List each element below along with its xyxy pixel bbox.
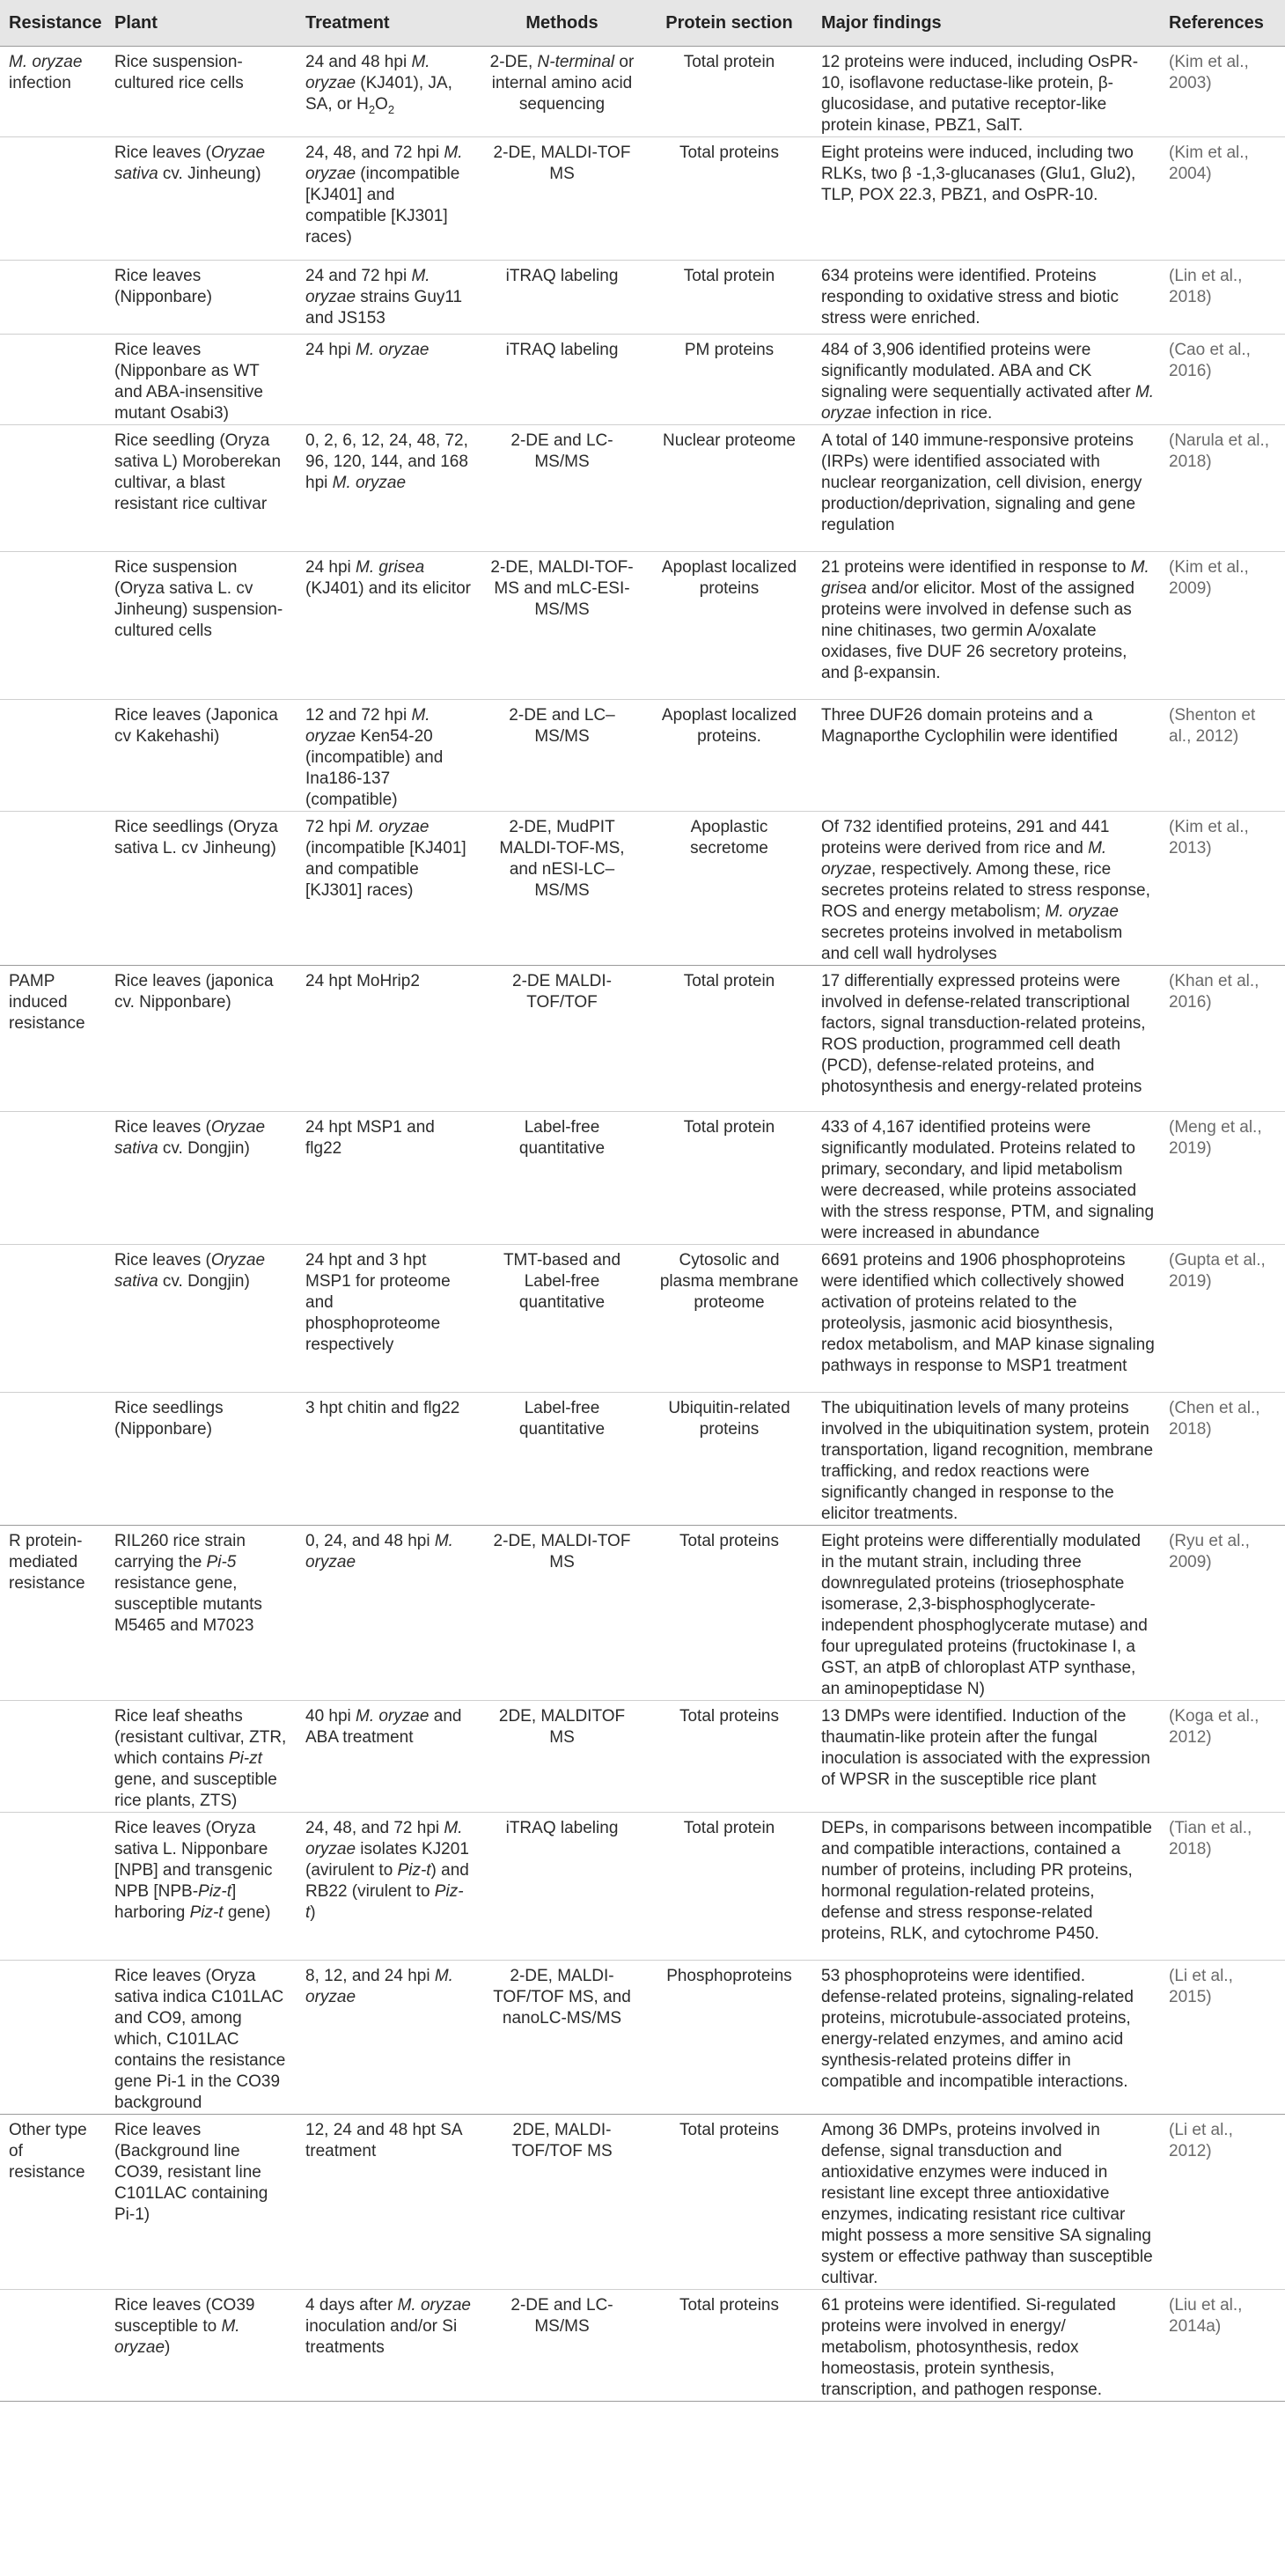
treatment-cell: 24, 48, and 72 hpi M. oryzae (incompatible [KJ401] and compatible [KJ301] races): [305, 143, 463, 247]
reference-cell: (Chen et al., 2018): [1169, 1398, 1260, 1439]
table-row: [0, 2289, 1285, 2401]
plant-cell: Rice suspension-cultured rice cells: [114, 52, 244, 92]
reference-cell: (Lin et al., 2018): [1169, 266, 1243, 306]
plant-cell: Rice seedlings (Nipponbare): [114, 1398, 224, 1439]
findings-cell: 484 of 3,906 identified proteins were significantly modulated. ABA and CK signaling were sequentially activated after M. oryzae infection in rice.: [821, 340, 1155, 423]
methods-cell: iTRAQ labeling: [505, 266, 619, 285]
plant-cell: Rice leaves (Oryzae sativa cv. Dongjin): [114, 1250, 266, 1291]
findings-cell: 634 proteins were identified. Proteins responding to oxidative stress and biotic stress were enriched.: [821, 266, 1119, 328]
reference-cell: (Meng et al., 2019): [1169, 1117, 1262, 1158]
protein-section-cell: Total protein: [683, 266, 775, 285]
methods-cell: TMT-based and Label-free quantitative: [503, 1250, 621, 1312]
resistance-cell: [0, 1812, 106, 1960]
header-protein-section: Protein section: [665, 12, 793, 33]
table-row: [0, 965, 1285, 1111]
resistance-cell: R protein- mediated resistance: [9, 1531, 85, 1593]
protein-section-cell: Total proteins: [679, 143, 779, 162]
treatment-cell: 12 and 72 hpi M. oryzae Ken54-20 (incompatible) and Ina186-137 (compatible): [305, 705, 444, 809]
findings-cell: Of 732 identified proteins, 291 and 441 proteins were derived from rice and M. oryzae, respectively. Among these, rice secretes proteins related to stress response, ROS and energy metabolism; M. oryzae secretes proteins involved in metabolism and cell wall hydrolyses: [821, 817, 1150, 963]
plant-cell: Rice leaves (Japonica cv Kakehashi): [114, 705, 278, 746]
methods-cell: iTRAQ labeling: [505, 340, 619, 359]
reference-cell: (Kim et al., 2004): [1169, 143, 1249, 183]
table-row: [0, 1111, 1285, 1244]
protein-section-cell: Total protein: [683, 52, 775, 71]
reference-cell: (Kim et al., 2013): [1169, 817, 1249, 857]
findings-cell: Eight proteins were differentially modulated in the mutant strain, including three downregulated proteins (triosephosphate isomerase, 2,3-bisphosphoglycerate-independent phosphoglycerate mutase) and four upregulated proteins (fructokinase I, a GST, an atpB of chloroplast ATP synthase, an aminopeptidase N): [821, 1531, 1148, 1698]
protein-section-cell: Total proteins: [679, 1706, 779, 1726]
reference-cell: (Koga et al., 2012): [1169, 1706, 1259, 1747]
methods-cell: 2-DE, N-terminal or internal amino acid sequencing: [489, 52, 635, 114]
treatment-cell: 24 hpi M. oryzae: [305, 340, 430, 359]
reference-cell: (Liu et al., 2014a): [1169, 2295, 1243, 2336]
resistance-cell: [0, 424, 106, 551]
findings-cell: DEPs, in comparisons between incompatible and compatible interactions, contained a number of proteins, including PR proteins, hormonal regulation-related proteins, defense and stress response-related proteins, RLK, and cytochrome P450.: [821, 1818, 1152, 1943]
table-row: [0, 334, 1285, 424]
protein-section-cell: Total proteins: [679, 2120, 779, 2139]
plant-cell: Rice suspension (Oryza sativa L. cv Jinheung) suspension-cultured cells: [114, 557, 283, 640]
findings-cell: 6691 proteins and 1906 phosphoproteins were identified which collectively showed activation of proteins related to the proteolysis, jasmonic acid biosynthesis, redox metabolism, and MAP kinase signaling pathways in response to MSP1 treatment: [821, 1250, 1155, 1375]
methods-cell: 2DE, MALDITOF MS: [498, 1706, 626, 1747]
treatment-cell: 40 hpi M. oryzae and ABA treatment: [305, 1706, 462, 1747]
table-row: [0, 1812, 1285, 1960]
plant-cell: Rice seedlings (Oryza sativa L. cv Jinheung): [114, 817, 278, 857]
protein-section-cell: PM proteins: [684, 340, 775, 359]
table-row: [0, 2114, 1285, 2289]
protein-section-cell: Apoplast localized proteins: [661, 557, 797, 598]
findings-cell: 53 phosphoproteins were identified. defense-related proteins, signaling-related proteins, microtubule-associated proteins, energy-related enzymes, and amino acid synthesis-related proteins differ in compatible and incompatible interactions.: [821, 1966, 1134, 2091]
reference-cell: (Khan et al., 2016): [1169, 971, 1259, 1012]
methods-cell: 2-DE, MALDI-TOF MS: [493, 1531, 631, 1571]
reference-cell: (Cao et al., 2016): [1169, 340, 1251, 380]
plant-cell: Rice leaves (japonica cv. Nipponbare): [114, 971, 274, 1012]
reference-cell: (Li et al., 2015): [1169, 1966, 1233, 2006]
protein-section-cell: Total protein: [683, 971, 775, 990]
methods-cell: 2-DE and LC-MS/MS: [510, 2295, 613, 2336]
plant-cell: Rice leaves (Oryzae sativa cv. Jinheung): [114, 143, 266, 183]
protein-section-cell: Total proteins: [679, 2295, 779, 2315]
resistance-cell: [0, 1244, 106, 1392]
resistance-cell: PAMP induced resistance: [9, 971, 85, 1033]
treatment-cell: 12, 24 and 48 hpt SA treatment: [305, 2120, 462, 2160]
protein-section-cell: Cytosolic and plasma membrane proteome: [659, 1250, 799, 1312]
protein-section-cell: Nuclear proteome: [662, 431, 797, 450]
protein-section-cell: Apoplast localized proteins.: [661, 705, 797, 746]
reference-cell: (Gupta et al., 2019): [1169, 1250, 1266, 1291]
table-row: [0, 551, 1285, 699]
protein-section-cell: Total protein: [683, 1117, 775, 1137]
table-row: [0, 46, 1285, 136]
treatment-cell: 24 and 72 hpi M. oryzae strains Guy11 and JS153: [305, 266, 463, 328]
resistance-cell: [0, 1392, 106, 1525]
findings-cell: Among 36 DMPs, proteins involved in defense, signal transduction and antioxidative enzymes were induced in resistant line except three antioxidative enzymes, indicating resistant rice cultivar might possess a more sensitive SA signaling system or effective pathway than susceptible cultivar.: [821, 2120, 1153, 2287]
table-row: [0, 424, 1285, 551]
table-row: [0, 1244, 1285, 1392]
methods-cell: 2-DE, MALDI-TOF/TOF MS, and nanoLC-MS/MS: [493, 1966, 631, 2028]
treatment-cell: 24 and 48 hpi M. oryzae (KJ401), JA, SA, or $H_2O_2$: [305, 52, 452, 116]
protein-section-cell: Apoplastic secretome: [690, 817, 768, 857]
treatment-cell: 24, 48, and 72 hpi M. oryzae isolates KJ201 (avirulent to Piz-t) and RB22 (virulent to Piz-t): [305, 1818, 469, 1922]
plant-cell: Rice leaves (Nipponbare as WT and ABA-insensitive mutant Osabi3): [114, 340, 263, 423]
resistance-cell: [0, 551, 106, 699]
table-row: [0, 1525, 1285, 1700]
findings-cell: 12 proteins were induced, including OsPR-10, isoflavone reductase-like protein, β-glucosidase, and putative receptor-like protein kinase, PBZ1, SalT.: [821, 52, 1139, 135]
treatment-cell: 72 hpi M. oryzae (incompatible [KJ401] and compatible [KJ301] races): [305, 817, 466, 900]
plant-cell: Rice leaves (Background line CO39, resistant line C101LAC containing Pi-1): [114, 2120, 268, 2224]
findings-cell: The ubiquitination levels of many proteins involved in the ubiquitination system, protein transportation, ligand recognition, membrane trafficking, and redox reactions were significantly changed in response to the elicitor treatments.: [821, 1398, 1154, 1523]
plant-cell: RIL260 rice strain carrying the Pi-5 resistance gene, susceptible mutants M5465 and M7023: [114, 1531, 262, 1635]
treatment-cell: 8, 12, and 24 hpi M. oryzae: [305, 1966, 453, 2006]
table-row: [0, 1960, 1285, 2114]
resistance-cell: [0, 699, 106, 811]
methods-cell: 2-DE MALDI-TOF/TOF: [512, 971, 612, 1012]
header-methods: Methods: [525, 12, 598, 33]
header-treatment: Treatment: [305, 12, 390, 33]
reference-cell: (Kim et al., 2003): [1169, 52, 1249, 92]
treatment-cell: 24 hpt and 3 hpt MSP1 for proteome and phosphoproteome respectively: [305, 1250, 451, 1354]
plant-cell: Rice leaves (Nipponbare): [114, 266, 212, 306]
methods-cell: 2-DE, MALDI-TOF-MS and mLC-ESI-MS/MS: [490, 557, 634, 619]
treatment-cell: 24 hpi M. grisea (KJ401) and its elicitor: [305, 557, 471, 598]
table-header-row: [0, 0, 1285, 46]
table-row: [0, 1392, 1285, 1525]
methods-cell: iTRAQ labeling: [505, 1818, 619, 1837]
plant-cell: Rice leaves (Oryzae sativa cv. Dongjin): [114, 1117, 266, 1158]
table-row: [0, 260, 1285, 334]
findings-cell: 17 differentially expressed proteins were involved in defense-related transcriptional factors, signal transduction-related proteins, ROS production, programmed cell death (PCD), defense-related proteins, and photosynthesis and energy-related proteins: [821, 971, 1146, 1096]
reference-cell: (Kim et al., 2009): [1169, 557, 1249, 598]
resistance-cell: [0, 260, 106, 334]
methods-cell: 2-DE, MALDI-TOF MS: [493, 143, 631, 183]
plant-cell: Rice seedling (Oryza sativa L) Moroberekan cultivar, a blast resistant rice cultivar: [114, 431, 282, 513]
plant-cell: Rice leaves (Oryza sativa indica C101LAC and CO9, among which, C101LAC contains the resistance gene Pi-1 in the CO39 background: [114, 1966, 286, 2112]
treatment-cell: 0, 24, and 48 hpi M. oryzae: [305, 1531, 453, 1571]
plant-cell: Rice leaf sheaths (resistant cultivar, ZTR, which contains Pi-zt gene, and susceptible rice plants, ZTS): [114, 1706, 287, 1810]
methods-cell: 2-DE, MudPIT MALDI-TOF-MS, and nESI-LC–MS/MS: [499, 817, 625, 900]
findings-cell: 433 of 4,167 identified proteins were significantly modulated. Proteins related to primary, secondary, and lipid metabolism were decreased, while proteins associated with the stress response, PTM, and signaling were increased in abundance: [821, 1117, 1155, 1242]
table-row: [0, 811, 1285, 965]
findings-cell: Eight proteins were induced, including two RLKs, two β -1,3-glucanases (Glu1, Glu2), TLP, POX 22.3, PBZ1, and OsPR-10.: [821, 143, 1136, 204]
header-references: References: [1169, 12, 1264, 33]
table-row: [0, 1700, 1285, 1812]
methods-cell: Label-free quantitative: [518, 1398, 606, 1439]
header-resistance: Resistance: [9, 12, 102, 33]
resistance-cell: [0, 136, 106, 260]
resistance-cell: [0, 1111, 106, 1244]
findings-cell: 61 proteins were identified. Si-regulated proteins were involved in energy/ metabolism, photosynthesis, redox homeostasis, protein synthesis, transcription, and pathogen response.: [821, 2295, 1116, 2399]
findings-cell: 13 DMPs were identified. Induction of the thaumatin-like protein after the fungal inoculation is associated with the expression of WPSR in the susceptible rice plant: [821, 1706, 1150, 1789]
resistance-cell: [0, 811, 106, 965]
findings-cell: Three DUF26 domain proteins and a Magnaporthe Cyclophilin were identified: [821, 705, 1118, 746]
header-plant: Plant: [114, 12, 158, 33]
resistance-cell: [0, 334, 106, 424]
treatment-cell: 24 hpt MSP1 and flg22: [305, 1117, 435, 1158]
resistance-cell: [0, 2289, 106, 2401]
treatment-cell: 0, 2, 6, 12, 24, 48, 72, 96, 120, 144, and 168 hpi M. oryzae: [305, 431, 468, 492]
reference-cell: (Tian et al., 2018): [1169, 1818, 1252, 1858]
methods-cell: 2-DE and LC-MS/MS: [510, 431, 613, 471]
plant-cell: Rice leaves (CO39 susceptible to M. oryzae): [114, 2295, 255, 2357]
resistance-cell: M. oryzae infection: [9, 52, 83, 92]
plant-cell: Rice leaves (Oryza sativa L. Nipponbare [NPB] and transgenic NPB [NPB-Piz-t] harboring Piz-t gene): [114, 1818, 273, 1922]
reference-cell: (Li et al., 2012): [1169, 2120, 1233, 2160]
methods-cell: Label-free quantitative: [518, 1117, 606, 1158]
protein-section-cell: Phosphoproteins: [666, 1966, 792, 1985]
reference-cell: (Shenton et al., 2012): [1169, 705, 1256, 746]
protein-section-cell: Total protein: [683, 1818, 775, 1837]
methods-cell: 2DE, MALDI-TOF/TOF MS: [511, 2120, 613, 2160]
treatment-cell: 4 days after M. oryzae inoculation and/or Si treatments: [305, 2295, 471, 2357]
resistance-cell: [0, 1960, 106, 2114]
reference-cell: (Ryu et al., 2009): [1169, 1531, 1250, 1571]
table-row: [0, 699, 1285, 811]
treatment-cell: 24 hpt MoHrip2: [305, 971, 420, 990]
resistance-cell: [0, 1700, 106, 1812]
reference-cell: (Narula et al., 2018): [1169, 431, 1270, 471]
resistance-cell: Other type of resistance: [9, 2120, 87, 2182]
protein-section-cell: Total proteins: [679, 1531, 779, 1550]
findings-cell: 21 proteins were identified in response to M. grisea and/or elicitor. Most of the assigned proteins were involved in defense such as nine chitinases, two germin A/oxalate oxidases, five DUF 26 secretory proteins, and β-expansin.: [821, 557, 1149, 682]
header-major-findings: Major findings: [821, 12, 942, 33]
table-row: [0, 136, 1285, 260]
methods-cell: 2-DE and LC–MS/MS: [509, 705, 615, 746]
protein-section-cell: Ubiquitin-related proteins: [668, 1398, 790, 1439]
findings-cell: A total of 140 immune-responsive proteins (IRPs) were identified associated with nuclear reorganization, cell division, energy production/deprivation, signaling and gene regulation: [821, 431, 1142, 534]
treatment-cell: 3 hpt chitin and flg22: [305, 1398, 460, 1417]
